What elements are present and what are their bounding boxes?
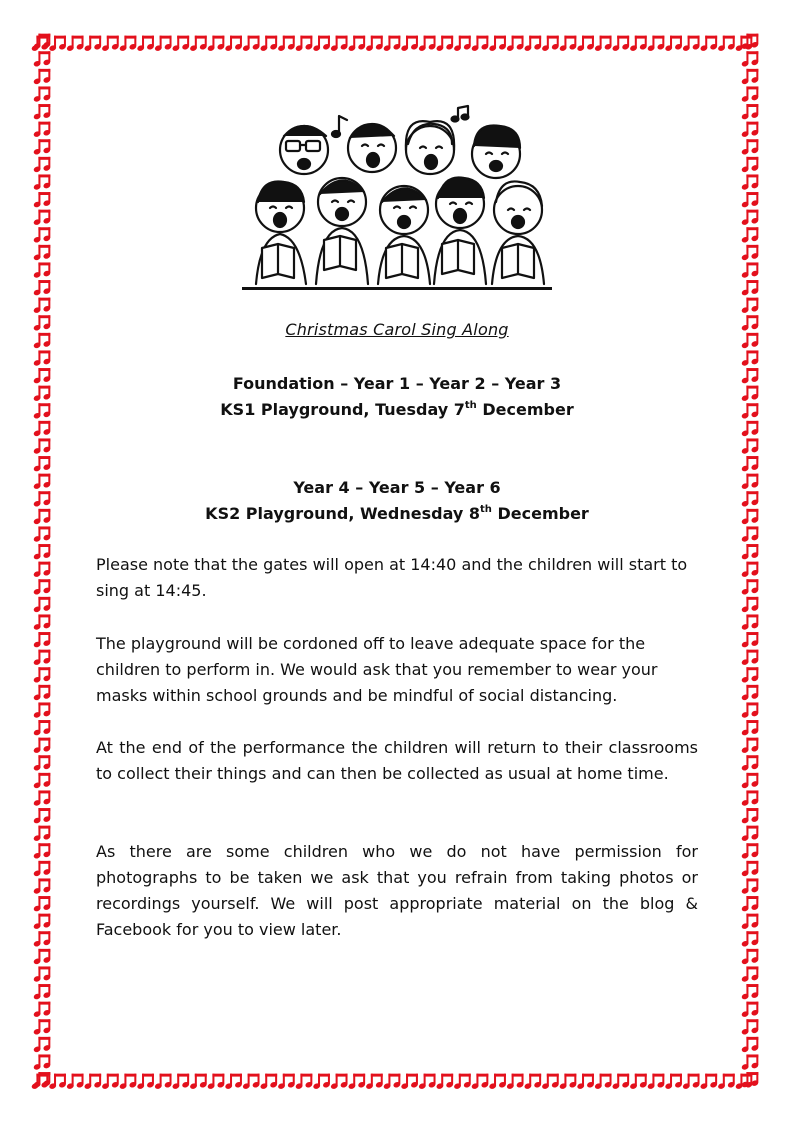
music-note-icon [33,421,51,437]
event-group-ks2 [96,475,698,527]
music-note-icon [665,1074,683,1090]
music-note-icon [33,139,51,155]
music-note-icon [189,36,207,52]
music-note-icon [332,116,347,137]
music-note-icon [172,1074,190,1090]
music-note-icon [741,245,759,261]
music-note-icon [172,36,190,52]
music-note-icon [101,1074,119,1090]
music-note-icon [741,790,759,806]
music-note-icon [594,1074,612,1090]
music-note-icon [741,685,759,701]
music-note-icon [717,1074,735,1090]
music-note-icon [365,1074,383,1090]
music-note-icon [33,157,51,173]
music-note-icon [741,738,759,754]
music-note-icon [33,650,51,666]
music-note-icon [242,36,260,52]
music-note-icon [33,456,51,472]
paragraph-photographs: As there are some children who we do not have permission for photographs to be taken we ask that you refrain from taking photos or recordings yourself. We will post appropriate material on the blog & Facebook for you to view later. [96,842,698,939]
music-note-icon [33,315,51,331]
music-note-icon [33,403,51,419]
music-note-icon [741,632,759,648]
music-note-icon [33,34,51,50]
divider-line [242,287,552,290]
music-note-icon [741,227,759,243]
music-note-icon [741,280,759,296]
music-note-icon [33,192,51,208]
music-note-icon [33,1002,51,1018]
music-note-icon [506,1074,524,1090]
music-note-icon [741,333,759,349]
music-note-icon [524,1074,542,1090]
year-groups: Year 4 – Year 5 – Year 6 [293,478,501,497]
music-note-icon [137,1074,155,1090]
music-note-icon [741,298,759,314]
music-note-icon [741,262,759,278]
music-note-icon [471,36,489,52]
music-note-icon [33,562,51,578]
music-note-icon [33,227,51,243]
music-note-icon [647,36,665,52]
music-note-icon [401,36,419,52]
music-note-icon [741,139,759,155]
music-note-icon [33,931,51,947]
music-note-icon [33,104,51,120]
music-note-icon [33,298,51,314]
music-note-icon [33,667,51,683]
music-note-icon [33,702,51,718]
music-note-icon [741,491,759,507]
music-note-icon [401,1074,419,1090]
music-note-icon [277,1074,295,1090]
music-note-icon [33,1054,51,1070]
music-note-icon [741,368,759,384]
music-note-icon [541,1074,559,1090]
page-title: Christmas Carol Sing Along [285,320,509,339]
music-note-icon [330,36,348,52]
music-note-icon [594,36,612,52]
music-note-icon [559,1074,577,1090]
music-note-icon [33,280,51,296]
music-note-icon [119,1074,137,1090]
music-note-icon [741,86,759,102]
music-note-icon [33,1072,51,1088]
music-note-icon [741,826,759,842]
music-note-icon [741,544,759,560]
border-right [738,30,764,1094]
choir-children-singing-icon [244,98,550,286]
music-note-icon [741,69,759,85]
music-note-icon [33,1037,51,1053]
music-note-icon [741,579,759,595]
music-note-icon [260,1074,278,1090]
music-note-icon [436,36,454,52]
music-note-icon [524,36,542,52]
music-note-icon [33,738,51,754]
music-note-icon [33,579,51,595]
music-note-icon [33,122,51,138]
music-note-icon [33,878,51,894]
music-note-icon [33,773,51,789]
music-note-icon [741,650,759,666]
music-note-icon [741,896,759,912]
music-note-icon [741,1037,759,1053]
music-note-icon [84,36,102,52]
music-note-icon [741,192,759,208]
music-note-icon [506,36,524,52]
music-note-icon [741,1072,759,1088]
music-note-icon [629,1074,647,1090]
music-note-icon [559,36,577,52]
music-note-icon [33,896,51,912]
music-note-icon [741,438,759,454]
music-note-icon [741,878,759,894]
music-note-icon [66,36,84,52]
border-left [30,30,56,1094]
music-note-icon [741,315,759,331]
music-note-icon [33,843,51,859]
music-note-icon [612,36,630,52]
music-note-icon [665,36,683,52]
music-note-icon [33,69,51,85]
music-note-icon [489,1074,507,1090]
paragraph-gate-times: Please note that the gates will open at 14:40 and the children will start to sing at 14:45. [96,555,688,600]
music-note-icon [330,1074,348,1090]
music-note-icon [33,210,51,226]
music-note-icon [119,36,137,52]
music-note-icon [741,456,759,472]
music-note-icon [741,808,759,824]
music-note-icon [33,509,51,525]
music-note-icon [471,1074,489,1090]
music-note-icon [612,1074,630,1090]
music-note-icon [313,36,331,52]
music-note-icon [453,36,471,52]
music-note-icon [452,106,469,122]
music-note-icon [741,773,759,789]
music-note-icon [154,36,172,52]
music-note-icon [741,1019,759,1035]
music-note-icon [489,36,507,52]
music-note-icon [741,667,759,683]
music-note-icon [541,36,559,52]
music-note-icon [101,36,119,52]
music-note-icon [33,949,51,965]
border-top [30,30,764,56]
music-note-icon [33,861,51,877]
music-note-icon [33,720,51,736]
music-note-icon [33,808,51,824]
music-note-icon [577,36,595,52]
music-note-icon [741,966,759,982]
border-bottom [30,1068,764,1094]
music-note-icon [741,984,759,1000]
music-note-icon [225,36,243,52]
music-note-icon [33,51,51,67]
music-note-icon [33,755,51,771]
music-note-icon [33,174,51,190]
music-note-icon [741,157,759,173]
music-note-icon [741,34,759,50]
music-note-icon [741,122,759,138]
music-note-icon [682,1074,700,1090]
music-note-icon [33,826,51,842]
music-note-icon [741,474,759,490]
music-note-icon [84,1074,102,1090]
music-note-icon [33,914,51,930]
music-note-icon [418,36,436,52]
music-note-icon [741,104,759,120]
music-note-icon [741,1002,759,1018]
music-note-icon [647,1074,665,1090]
music-note-icon [33,386,51,402]
paragraph-playground: The playground will be cordoned off to leave adequate space for the children to perform in. We would ask that you remember to wear your masks within school grounds and be mindful of social distancing. [96,634,658,705]
music-note-icon [33,685,51,701]
music-note-icon [741,843,759,859]
location-date: KS2 Playground, Wednesday 8th December [205,503,589,523]
music-note-icon [66,1074,84,1090]
music-note-icon [741,861,759,877]
music-note-icon [33,86,51,102]
music-note-icon [33,491,51,507]
music-note-icon [741,386,759,402]
music-note-icon [741,1054,759,1070]
music-note-icon [33,597,51,613]
music-note-icon [295,36,313,52]
music-note-icon [383,36,401,52]
music-note-icon [348,1074,366,1090]
music-note-icon [33,790,51,806]
music-note-icon [154,1074,172,1090]
year-groups: Foundation – Year 1 – Year 2 – Year 3 [232,374,562,393]
music-note-icon [260,36,278,52]
music-note-icon [741,562,759,578]
music-note-icon [436,1074,454,1090]
music-note-icon [741,509,759,525]
music-note-icon [741,421,759,437]
music-note-icon [577,1074,595,1090]
music-note-icon [741,174,759,190]
event-group-ks1 [96,371,698,423]
music-note-icon [33,984,51,1000]
music-note-icon [418,1074,436,1090]
music-note-icon [33,333,51,349]
music-note-icon [741,702,759,718]
location-date: KS1 Playground, Tuesday 7th December [220,399,574,419]
music-note-icon [33,438,51,454]
music-note-icon [700,1074,718,1090]
music-note-icon [189,1074,207,1090]
music-note-icon [33,262,51,278]
music-note-icon [295,1074,313,1090]
music-note-icon [700,36,718,52]
music-note-icon [741,597,759,613]
music-note-icon [741,931,759,947]
music-note-icon [33,526,51,542]
music-note-icon [741,755,759,771]
music-note-icon [453,1074,471,1090]
music-note-icon [33,632,51,648]
music-note-icon [225,1074,243,1090]
music-note-icon [741,350,759,366]
music-note-icon [277,36,295,52]
music-note-icon [383,1074,401,1090]
music-note-icon [741,614,759,630]
music-note-icon [242,1074,260,1090]
music-note-icon [207,36,225,52]
music-note-icon [33,614,51,630]
music-note-icon [313,1074,331,1090]
music-note-icon [348,36,366,52]
music-note-icon [741,720,759,736]
music-note-icon [137,36,155,52]
music-note-icon [33,474,51,490]
music-note-icon [33,544,51,560]
music-note-icon [741,914,759,930]
music-note-icon [682,36,700,52]
music-note-icon [365,36,383,52]
music-note-icon [33,350,51,366]
music-note-icon [741,526,759,542]
music-note-icon [629,36,647,52]
music-note-icon [741,403,759,419]
music-note-icon [207,1074,225,1090]
music-note-icon [33,966,51,982]
music-note-icon [33,1019,51,1035]
paragraph-end-of-performance: At the end of the performance the children will return to their classrooms to collect their things and can then be collected as usual at home time. [96,738,698,783]
music-note-icon [717,36,735,52]
music-note-icon [33,245,51,261]
music-note-icon [741,51,759,67]
music-note-icon [741,210,759,226]
music-note-icon [741,949,759,965]
music-note-icon [33,368,51,384]
